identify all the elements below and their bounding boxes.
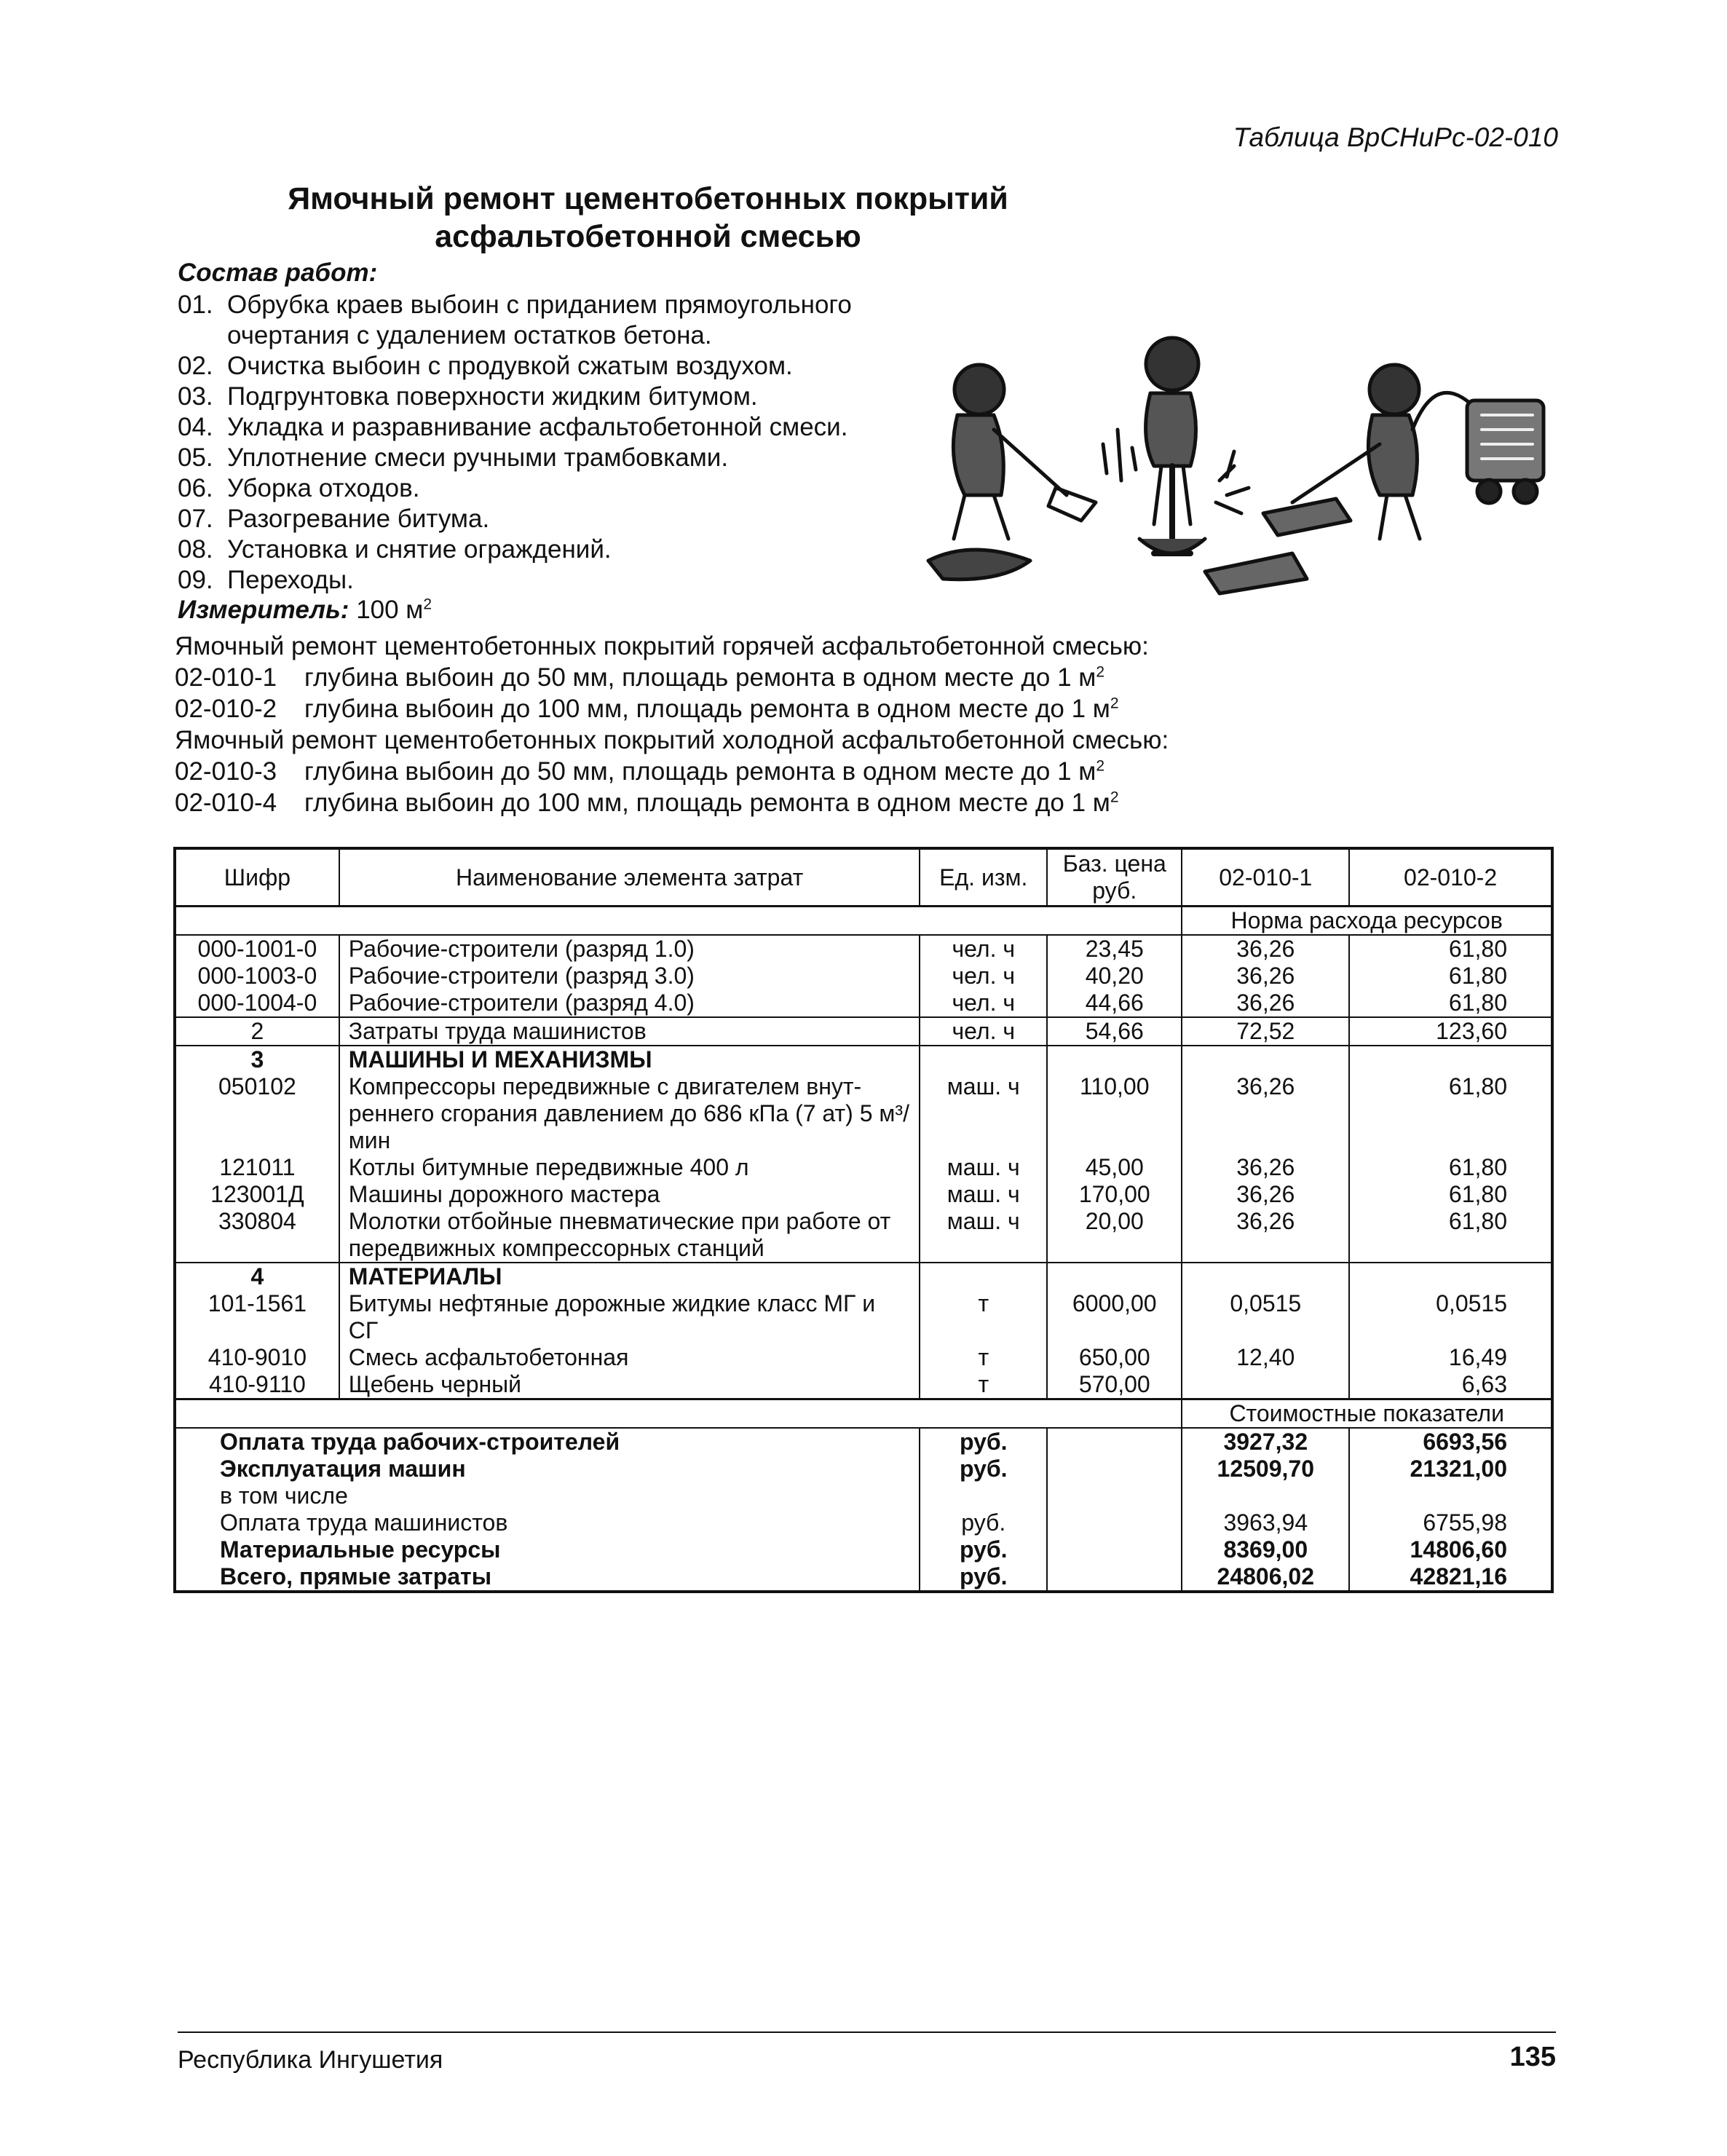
table-row	[175, 1181, 1552, 1208]
table-cell: Рабочие-строители (разряд 4.0)	[339, 990, 920, 1017]
table-cell: 61,80	[1448, 963, 1507, 989]
table-cell: руб.	[920, 1509, 1047, 1536]
table-cell	[1047, 1428, 1182, 1456]
cost-row	[175, 1482, 1552, 1509]
table-cell: чел. ч	[920, 1017, 1047, 1046]
work-text: Обрубка краев выбоин с приданием прямоугольного очертания с удалением остатков бетона.	[227, 291, 852, 350]
variant-code: 02-010-2	[175, 695, 277, 723]
table-cell: 6000,00	[1047, 1290, 1182, 1344]
table-cell: чел. ч	[920, 935, 1047, 963]
table-cell: 8369,00	[1182, 1536, 1349, 1563]
table-cell: Машины дорожного мастера	[339, 1181, 920, 1208]
work-item	[178, 534, 970, 565]
table-cell: МАТЕРИАЛЫ	[339, 1263, 920, 1290]
table-cell: Рабочие-строители (разряд 1.0)	[339, 935, 920, 963]
table-cell	[1182, 1263, 1349, 1290]
table-cell: руб.	[920, 1536, 1047, 1563]
header-variant-1: 02-010-1	[1182, 848, 1349, 907]
header-variant-2: 02-010-2	[1349, 848, 1552, 907]
work-item	[178, 565, 970, 596]
table-cell: Всего, прямые затраты	[175, 1563, 920, 1592]
table-cell	[175, 1399, 1182, 1429]
variant-sup: 2	[1110, 789, 1119, 806]
variant-row	[175, 787, 1169, 818]
work-number: 02.	[178, 352, 213, 380]
table-cell: 61,80	[1448, 1073, 1507, 1099]
table-cell: т	[920, 1371, 1047, 1399]
table-row	[175, 1208, 1552, 1263]
table-cell: 36,26	[1182, 1154, 1349, 1181]
table-cell: МАШИНЫ И МЕХАНИЗМЫ	[339, 1046, 920, 1073]
table-cell: 54,66	[1047, 1017, 1182, 1046]
variant-sup: 2	[1096, 757, 1105, 775]
table-cell: в том числе	[175, 1482, 920, 1509]
resource-table	[173, 847, 1554, 1593]
table-cell: чел. ч	[920, 963, 1047, 990]
table-cell: 36,26	[1182, 990, 1349, 1017]
measure-label: Измеритель:	[178, 596, 349, 624]
page-number: 135	[1509, 2042, 1556, 2072]
variants-block	[175, 631, 1169, 818]
table-cell: 110,00	[1047, 1073, 1182, 1154]
table-cell: 330804	[175, 1208, 339, 1263]
table-reference: Таблица ВрСНиРс-02-010	[1233, 122, 1558, 152]
table-cell: 6,63	[1461, 1371, 1507, 1397]
table-row	[175, 1344, 1552, 1371]
work-number: 04.	[178, 413, 213, 441]
table-cell	[920, 1046, 1047, 1073]
work-number: 03.	[178, 382, 213, 411]
table-cell: 0,0515	[1182, 1290, 1349, 1344]
table-cell	[1182, 1371, 1349, 1399]
table-cell: Эксплуатация машин	[175, 1456, 920, 1482]
table-cell: маш. ч	[920, 1073, 1047, 1154]
table-cell	[1047, 1482, 1182, 1509]
table-cell: 121011	[175, 1154, 339, 1181]
measure-value: 100 м	[356, 596, 424, 624]
table-row	[175, 1017, 1552, 1046]
table-cell: 36,26	[1182, 1181, 1349, 1208]
page-title	[218, 180, 1078, 256]
cold-mix-heading: Ямочный ремонт цементобетонных покрытий холодной асфальтобетонной смесью:	[175, 726, 1169, 754]
table-cell: чел. ч	[920, 990, 1047, 1017]
table-row	[175, 935, 1552, 963]
table-cell: 61,80	[1448, 1181, 1507, 1207]
header-price: Баз. цена руб.	[1047, 848, 1182, 907]
measure-sup: 2	[423, 596, 432, 613]
table-cell	[1182, 1482, 1349, 1509]
table-cell	[920, 1482, 1047, 1509]
table-cell: 650,00	[1047, 1344, 1182, 1371]
measure-line	[178, 596, 432, 625]
table-cell: Норма расхода ресурсов	[1182, 907, 1552, 936]
variant-code: 02-010-3	[175, 757, 277, 786]
title-line-2: асфальтобетонной смесью	[435, 219, 861, 254]
table-cell: 42821,16	[1410, 1563, 1507, 1590]
work-number: 09.	[178, 566, 213, 594]
table-cell: т	[920, 1290, 1047, 1344]
table-cell: маш. ч	[920, 1181, 1047, 1208]
table-cell	[1047, 1046, 1182, 1073]
table-cell: т	[920, 1344, 1047, 1371]
work-number: 01.	[178, 291, 213, 319]
road-workers-illustration	[885, 320, 1551, 597]
table-cell: Битумы нефтяные дорожные жидкие класс МГ и СГ	[339, 1290, 920, 1344]
table-row	[175, 1073, 1552, 1154]
hot-mix-heading: Ямочный ремонт цементобетонных покрытий горячей асфальтобетонной смесью:	[175, 632, 1149, 660]
work-number: 06.	[178, 474, 213, 502]
table-cell: 123,60	[1349, 1017, 1552, 1046]
title-line-1: Ямочный ремонт цементобетонных покрытий	[288, 181, 1008, 216]
variant-sup: 2	[1096, 663, 1105, 681]
work-text: Установка и снятие ограждений.	[227, 535, 612, 564]
table-cell: Рабочие-строители (разряд 3.0)	[339, 963, 920, 990]
table-cell: Оплата труда машинистов	[175, 1509, 920, 1536]
table-cell	[1047, 1563, 1182, 1592]
table-cell: 36,26	[1182, 1208, 1349, 1263]
table-cell: 123001Д	[175, 1181, 339, 1208]
work-text: Уплотнение смеси ручными трамбовками.	[227, 443, 729, 472]
cost-row	[175, 1563, 1552, 1592]
variant-text: глубина выбоин до 100 мм, площадь ремонта в одном месте до 1 м	[304, 695, 1110, 723]
table-body	[175, 907, 1552, 1592]
table-cell: 000-1004-0	[175, 990, 339, 1017]
work-text: Уборка отходов.	[227, 474, 420, 502]
work-number: 05.	[178, 443, 213, 472]
table-row	[175, 1154, 1552, 1181]
table-cell	[1047, 1263, 1182, 1290]
variant-text: глубина выбоин до 100 мм, площадь ремонта в одном месте до 1 м	[304, 789, 1110, 817]
table-cell: 40,20	[1047, 963, 1182, 990]
table-cell: 410-9110	[175, 1371, 339, 1399]
work-number: 07.	[178, 505, 213, 533]
variant-code: 02-010-1	[175, 663, 277, 692]
work-text: Очистка выбоин с продувкой сжатым воздухом.	[227, 352, 793, 380]
table-cell: 61,80	[1448, 1208, 1507, 1234]
work-text: Переходы.	[227, 566, 354, 594]
works-heading: Состав работ:	[178, 258, 378, 287]
header-unit: Ед. изм.	[920, 848, 1047, 907]
table-cell: 12509,70	[1182, 1456, 1349, 1482]
table-cell: 3963,94	[1182, 1509, 1349, 1536]
table-cell: 20,00	[1047, 1208, 1182, 1263]
table-group-row	[175, 1263, 1552, 1290]
table-cell: 12,40	[1182, 1344, 1349, 1371]
work-item	[178, 351, 970, 382]
table-cell: 44,66	[1047, 990, 1182, 1017]
table-cell: руб.	[920, 1456, 1047, 1482]
table-cell: 14806,60	[1410, 1536, 1507, 1563]
cost-row	[175, 1428, 1552, 1456]
table-cell: 000-1003-0	[175, 963, 339, 990]
table-header-row	[175, 848, 1552, 907]
table-cell: 101-1561	[175, 1290, 339, 1344]
table-cell	[1349, 1263, 1552, 1290]
work-item	[178, 290, 970, 351]
table-group-row	[175, 1046, 1552, 1073]
table-cell: Стоимостные показатели	[1182, 1399, 1552, 1429]
table-cell: маш. ч	[920, 1154, 1047, 1181]
table-cell: 170,00	[1047, 1181, 1182, 1208]
table-cell: Молотки отбойные пневматические при работе от передвижных компрессорных станций	[339, 1208, 920, 1263]
table-cell: 36,26	[1182, 1073, 1349, 1154]
work-text: Разогревание битума.	[227, 505, 490, 533]
table-cell: Материальные ресурсы	[175, 1536, 920, 1563]
work-item	[178, 443, 970, 473]
table-row	[175, 1290, 1552, 1344]
variant-row	[175, 693, 1169, 724]
variant-text: глубина выбоин до 50 мм, площадь ремонта в одном месте до 1 м	[304, 757, 1096, 786]
table-cell: 050102	[175, 1073, 339, 1154]
work-item	[178, 382, 970, 412]
table-cell: Компрессоры передвижные с двигателем внут-реннего сгорания давлением до 686 кПа (7 ат) 5 м³/мин	[339, 1073, 920, 1154]
work-item	[178, 473, 970, 504]
table-cell: 0,0515	[1436, 1290, 1507, 1316]
table-cell: маш. ч	[920, 1208, 1047, 1263]
work-text: Укладка и разравнивание асфальтобетонной смеси.	[227, 413, 848, 441]
table-cell: Смесь асфальтобетонная	[339, 1344, 920, 1371]
cost-row	[175, 1536, 1552, 1563]
table-cell: 21321,00	[1410, 1456, 1507, 1482]
variant-row	[175, 756, 1169, 787]
work-text: Подгрунтовка поверхности жидким битумом.	[227, 382, 758, 411]
cost-row	[175, 1509, 1552, 1536]
cost-label-row	[175, 1399, 1552, 1429]
table-cell: 3927,32	[1182, 1428, 1349, 1456]
table-cell: 36,26	[1182, 935, 1349, 963]
work-item	[178, 412, 970, 443]
table-cell	[920, 1263, 1047, 1290]
table-cell	[1349, 1482, 1552, 1509]
table-cell: Затраты труда машинистов	[339, 1017, 920, 1046]
cost-row	[175, 1456, 1552, 1482]
table-cell: 61,80	[1349, 990, 1552, 1017]
footer-divider	[178, 2031, 1556, 2033]
table-cell: 61,80	[1448, 936, 1507, 962]
table-cell: 24806,02	[1182, 1563, 1349, 1592]
table-cell: 16,49	[1448, 1344, 1507, 1370]
table-cell: 410-9010	[175, 1344, 339, 1371]
table-cell: 6755,98	[1423, 1509, 1507, 1536]
variant-row	[175, 662, 1169, 693]
table-cell: 23,45	[1047, 935, 1182, 963]
table-cell: руб.	[920, 1428, 1047, 1456]
table-cell: 4	[175, 1263, 339, 1290]
table-cell: 000-1001-0	[175, 935, 339, 963]
work-number: 08.	[178, 535, 213, 564]
table-row	[175, 1371, 1552, 1399]
table-cell: 2	[175, 1017, 339, 1046]
table-cell: 61,80	[1448, 1154, 1507, 1180]
table-cell: руб.	[920, 1563, 1047, 1592]
table-cell	[175, 907, 1182, 936]
variant-sup: 2	[1110, 695, 1119, 712]
table-cell: 72,52	[1182, 1017, 1349, 1046]
header-name: Наименование элемента затрат	[339, 848, 920, 907]
table-cell: 36,26	[1182, 963, 1349, 990]
table-row	[175, 963, 1552, 990]
table-cell: 3	[175, 1046, 339, 1073]
variant-code: 02-010-4	[175, 789, 277, 817]
table-cell: Щебень черный	[339, 1371, 920, 1399]
table-cell: Оплата труда рабочих-строителей	[175, 1428, 920, 1456]
table-cell	[1182, 1046, 1349, 1073]
table-cell	[1047, 1509, 1182, 1536]
footer-region: Республика Ингушетия	[178, 2046, 443, 2074]
table-row	[175, 990, 1552, 1017]
table-cell: Котлы битумные передвижные 400 л	[339, 1154, 920, 1181]
variant-text: глубина выбоин до 50 мм, площадь ремонта в одном месте до 1 м	[304, 663, 1096, 692]
table-cell	[1047, 1456, 1182, 1482]
norm-label-row	[175, 907, 1552, 936]
table-cell: 6693,56	[1423, 1429, 1507, 1455]
work-item	[178, 504, 970, 534]
table-cell	[1047, 1536, 1182, 1563]
table-cell: 45,00	[1047, 1154, 1182, 1181]
works-list	[178, 290, 970, 596]
table-cell	[1349, 1046, 1552, 1073]
table-cell: 570,00	[1047, 1371, 1182, 1399]
header-code: Шифр	[175, 848, 339, 907]
